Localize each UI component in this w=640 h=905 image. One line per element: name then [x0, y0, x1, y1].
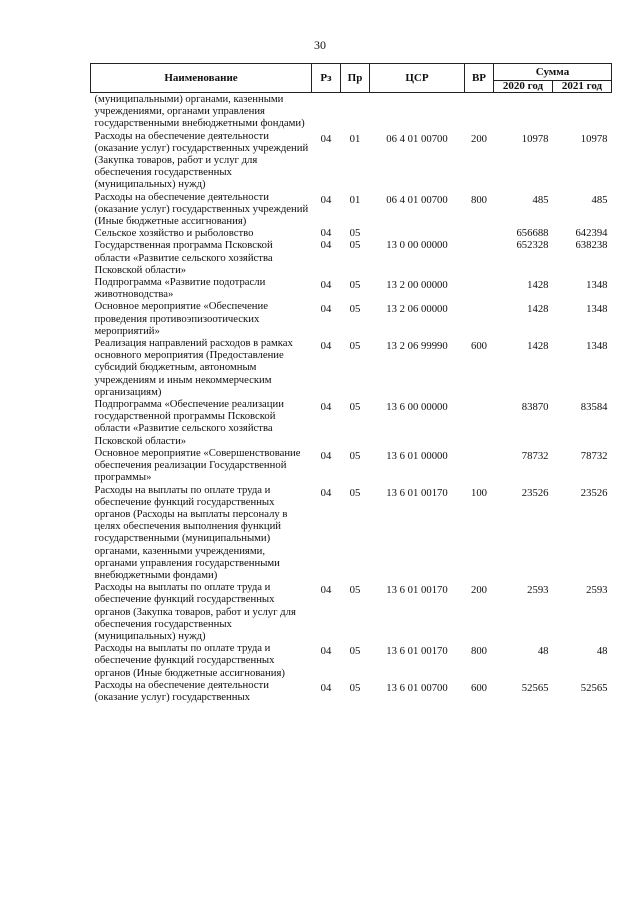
row-vr: 100 [470, 486, 488, 499]
row-name: Подпрограмма «Развитие подотрасли животноводства» [94, 276, 266, 301]
table-row [91, 581, 612, 642]
table-row [91, 227, 612, 239]
row-name: Подпрограмма «Обеспечение реализации государственной программы Псковской области «Развитие сельского хозяйства Псковской области» [94, 398, 284, 447]
row-vr [465, 239, 494, 276]
table-row [91, 447, 612, 484]
row-vr: 600 [470, 340, 488, 353]
row-rz: 04 [320, 227, 332, 240]
table-row [91, 300, 612, 337]
table-row [91, 276, 612, 300]
header-year-2021: 2021 год [553, 81, 612, 93]
row-vr [465, 227, 494, 239]
row-csr: 13 0 00 00000 [386, 239, 448, 252]
row-rz: 04 [320, 645, 332, 658]
row-rz: 04 [320, 303, 332, 316]
row-csr: 13 6 00 00000 [386, 401, 448, 414]
row-vr [465, 93, 494, 130]
row-name: Расходы на обеспечение деятельности (оказание услуг) государственных учреждений (Иные бюджетные ассигнования) [94, 190, 309, 228]
row-vr: 800 [470, 645, 488, 658]
row-sum-2021: 23526 [580, 486, 608, 499]
row-sum-2021: 83584 [580, 401, 608, 414]
row-rz: 04 [320, 340, 332, 353]
row-rz: 04 [320, 449, 332, 462]
row-pr: 05 [349, 645, 361, 658]
row-sum-2021 [553, 93, 612, 130]
row-sum-2020: 656688 [516, 227, 549, 240]
table-row [91, 484, 612, 582]
row-name: Государственная программа Псковской области «Развитие сельского хозяйства Псковской области» [94, 239, 273, 276]
header-csr: ЦСР [370, 64, 465, 93]
table-row [91, 239, 612, 276]
row-rz: 04 [320, 239, 332, 252]
row-csr: 13 6 01 00170 [386, 584, 448, 597]
row-sum-2020: 83870 [521, 401, 549, 414]
row-vr: 600 [470, 681, 488, 694]
row-pr: 05 [349, 227, 361, 240]
header-rz: Рз [312, 64, 341, 93]
header-year-2020: 2020 год [494, 81, 553, 93]
row-rz: 04 [320, 401, 332, 414]
row-vr: 200 [470, 132, 488, 145]
row-rz: 04 [320, 584, 332, 597]
row-name: Сельское хозяйство и рыболовство [94, 227, 254, 240]
row-name: (муниципальными) органами, казенными учреждениями, органами управления государственными внебюджетными фондами) [94, 93, 305, 130]
table-body [91, 93, 612, 704]
table-row [91, 337, 612, 398]
row-csr [370, 93, 465, 130]
table-row [91, 191, 612, 228]
row-pr: 05 [349, 340, 361, 353]
row-sum-2021: 52565 [580, 681, 608, 694]
row-sum-2020: 2593 [527, 584, 549, 597]
row-pr: 01 [349, 193, 361, 206]
table-row [91, 130, 612, 191]
row-name: Расходы на обеспечение деятельности (оказание услуг) государственных учреждений (Закупка товаров, работ и услуг для обеспечения государственных (муниципальных) нужд) [94, 129, 309, 191]
table-row [91, 398, 612, 447]
row-sum-2021: 48 [596, 645, 608, 658]
row-sum-2021: 1348 [586, 303, 608, 316]
row-sum-2020: 52565 [521, 681, 549, 694]
header-vr: ВР [465, 64, 494, 93]
row-vr: 200 [470, 584, 488, 597]
row-sum-2020: 78732 [521, 449, 549, 462]
row-pr: 05 [349, 681, 361, 694]
row-csr: 13 6 01 00170 [386, 486, 448, 499]
row-csr: 06 4 01 00700 [386, 132, 448, 145]
row-sum-2021: 1348 [586, 279, 608, 292]
row-vr [465, 276, 494, 300]
row-sum-2020: 1428 [527, 340, 549, 353]
row-name: Расходы на выплаты по оплате труда и обеспечение функций государственных органов (Расходы на выплаты персоналу в целях обеспечения выполнения функций государственными (муниципальными) органами, казенными учреждениями, органами управления государственными внебюджетными фондами) [94, 483, 288, 581]
row-name: Основное мероприятие «Обеспечение проведения противоэпизоотических мероприятий» [94, 300, 268, 337]
row-rz [312, 93, 341, 130]
row-name: Расходы на выплаты по оплате труда и обеспечение функций государственных органов (Закупка товаров, работ и услуг для обеспечения государственных (муниципальных) нужд) [94, 581, 296, 642]
row-csr [370, 227, 465, 239]
header-sum: Сумма [494, 64, 612, 81]
row-vr [465, 398, 494, 447]
row-name: Основное мероприятие «Совершенствование обеспечения реализации Государственной программы» [94, 446, 301, 484]
row-pr: 05 [349, 239, 361, 252]
row-rz: 04 [320, 193, 332, 206]
table-row [91, 93, 612, 130]
row-vr [465, 300, 494, 337]
row-sum-2021: 2593 [586, 584, 608, 597]
row-rz: 04 [320, 279, 332, 292]
row-sum-2020: 10978 [521, 132, 549, 145]
row-csr: 13 2 06 00000 [386, 303, 448, 316]
page-number: 30 [314, 38, 326, 52]
row-sum-2021: 78732 [580, 449, 608, 462]
table-row [91, 679, 612, 703]
row-name: Расходы на обеспечение деятельности (оказание услуг) государственных [94, 678, 269, 703]
row-sum-2020: 23526 [521, 486, 549, 499]
row-csr: 13 2 00 00000 [386, 279, 448, 292]
row-rz: 04 [320, 681, 332, 694]
row-name: Расходы на выплаты по оплате труда и обеспечение функций государственных органов (Иные бюджетные ассигнования) [94, 642, 285, 679]
budget-table [90, 63, 612, 703]
row-rz: 04 [320, 132, 332, 145]
row-sum-2021: 485 [591, 193, 608, 206]
row-pr: 01 [349, 132, 361, 145]
row-csr: 06 4 01 00700 [386, 193, 448, 206]
row-sum-2021: 638238 [575, 239, 608, 252]
row-rz: 04 [320, 486, 332, 499]
row-sum-2020 [494, 93, 553, 130]
row-pr: 05 [349, 584, 361, 597]
row-sum-2020: 1428 [527, 279, 549, 292]
table-row [91, 642, 612, 679]
row-name: Реализация направлений расходов в рамках основного мероприятия (Предоставление субсидий бюджетным, автономным учреждениям и иным некоммерческим организациям) [94, 337, 293, 398]
row-vr: 800 [470, 193, 488, 206]
row-pr: 05 [349, 303, 361, 316]
row-sum-2020: 485 [532, 193, 549, 206]
row-sum-2021: 642394 [575, 227, 608, 240]
header-name: Наименование [91, 64, 312, 93]
header-pr: Пр [341, 64, 370, 93]
row-sum-2020: 652328 [516, 239, 549, 252]
row-csr: 13 6 01 00170 [386, 645, 448, 658]
row-pr [341, 93, 370, 130]
row-pr: 05 [349, 486, 361, 499]
row-sum-2021: 1348 [586, 340, 608, 353]
row-pr: 05 [349, 449, 361, 462]
row-sum-2021: 10978 [580, 132, 608, 145]
row-sum-2020: 48 [537, 645, 549, 658]
row-pr: 05 [349, 401, 361, 414]
row-pr: 05 [349, 279, 361, 292]
row-vr [465, 447, 494, 484]
table-header [91, 64, 612, 93]
row-csr: 13 6 01 00000 [386, 449, 448, 462]
row-sum-2020: 1428 [527, 303, 549, 316]
row-csr: 13 6 01 00700 [386, 681, 448, 694]
row-csr: 13 2 06 99990 [386, 340, 448, 353]
